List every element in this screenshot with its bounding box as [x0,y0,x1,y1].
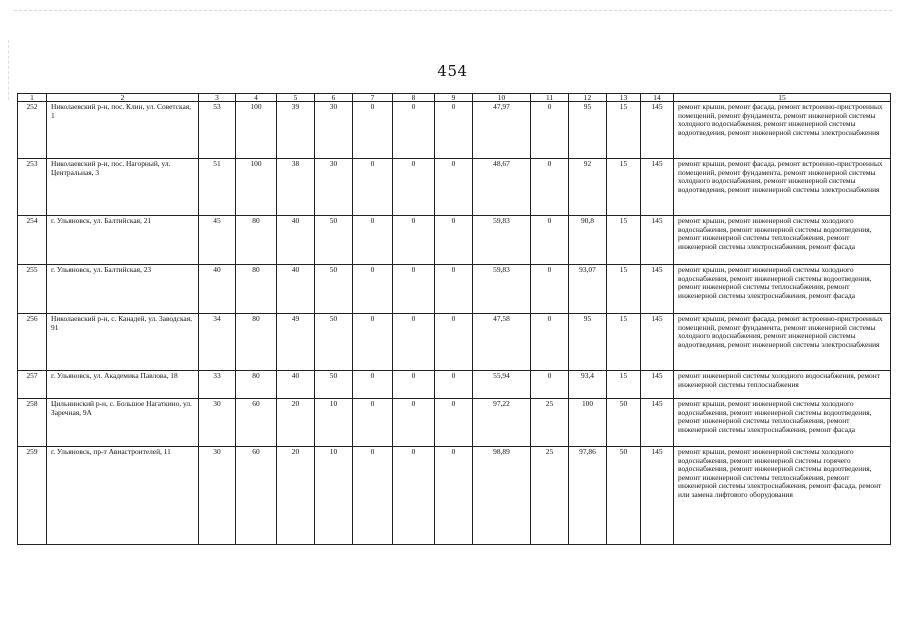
col-9-cell: 0 [435,399,473,447]
col-4-cell: 80 [236,371,277,399]
column-number-10: 10 [473,94,531,102]
scan-border-mark [14,10,892,11]
row-number: 258 [18,399,47,447]
col-6-cell: 50 [315,314,353,371]
col-10-cell: 98,89 [473,447,531,545]
col-3-cell: 53 [199,102,236,159]
col-9-cell: 0 [435,447,473,545]
col-3-cell: 30 [199,447,236,545]
table-row [18,159,891,216]
column-number-11: 11 [531,94,569,102]
col-5-cell: 40 [277,265,315,314]
col-6-cell: 10 [315,447,353,545]
col-4-cell: 60 [236,447,277,545]
col-11-cell: 0 [531,265,569,314]
col-10-cell: 48,67 [473,159,531,216]
row-number: 259 [18,447,47,545]
col-7-cell: 0 [353,447,393,545]
col-7-cell: 0 [353,265,393,314]
col-12-cell: 90,8 [569,216,607,265]
col-10-cell: 59,83 [473,265,531,314]
col-10-cell: 55,94 [473,371,531,399]
col-7-cell: 0 [353,371,393,399]
col-8-cell: 0 [393,216,435,265]
column-number-6: 6 [315,94,353,102]
col-4-cell: 100 [236,159,277,216]
table-row [18,314,891,371]
works-cell: ремонт крыши, ремонт фасада, ремонт встроенно-пристроенных помещений, ремонт фундамента, ремонт инженерной системы холодного водоснабжения, ремонт инженерной системы водоотведения, ремонт инженерной системы электроснабжения [674,159,891,216]
address-cell: Николаевский р-н, с. Канадей, ул. Заводская, 91 [47,314,199,371]
col-10-cell: 97,22 [473,399,531,447]
col-9-cell: 0 [435,216,473,265]
col-10-cell: 47,58 [473,314,531,371]
column-number-7: 7 [353,94,393,102]
column-number-12: 12 [569,94,607,102]
column-number-1: 1 [18,94,47,102]
col-4-cell: 80 [236,314,277,371]
address-cell: г. Ульяновск, ул. Академика Павлова, 18 [47,371,199,399]
page-number: 454 [437,62,468,80]
col-10-cell: 47,97 [473,102,531,159]
col-12-cell: 95 [569,314,607,371]
works-cell: ремонт крыши, ремонт инженерной системы холодного водоснабжения, ремонт инженерной системы водоотведения, ремонт инженерной системы теплоснабжения, ремонт инженерной системы электроснабжения, ремонт фасада [674,216,891,265]
works-cell: ремонт крыши, ремонт инженерной системы холодного водоснабжения, ремонт инженерной системы водоотведения, ремонт инженерной системы теплоснабжения, ремонт инженерной системы электроснабжения, ремонт фасада [674,265,891,314]
table-row [18,399,891,447]
col-12-cell: 100 [569,399,607,447]
col-7-cell: 0 [353,314,393,371]
row-number: 254 [18,216,47,265]
col-6-cell: 10 [315,399,353,447]
col-8-cell: 0 [393,159,435,216]
col-8-cell: 0 [393,399,435,447]
col-12-cell: 97,86 [569,447,607,545]
col-5-cell: 20 [277,399,315,447]
col-11-cell: 0 [531,216,569,265]
col-3-cell: 40 [199,265,236,314]
works-cell: ремонт крыши, ремонт инженерной системы холодного водоснабжения, ремонт инженерной системы водоотведения, ремонт инженерной системы теплоснабжения, ремонт инженерной системы электроснабжения, ремонт фасада [674,399,891,447]
col-6-cell: 50 [315,216,353,265]
col-14-cell: 145 [641,399,674,447]
col-12-cell: 93,07 [569,265,607,314]
col-6-cell: 50 [315,371,353,399]
col-8-cell: 0 [393,371,435,399]
col-9-cell: 0 [435,371,473,399]
table-row [18,216,891,265]
table-row [18,265,891,314]
col-13-cell: 15 [607,371,641,399]
column-number-row [18,94,891,102]
col-11-cell: 0 [531,314,569,371]
col-6-cell: 50 [315,265,353,314]
col-3-cell: 51 [199,159,236,216]
column-number-5: 5 [277,94,315,102]
row-number: 255 [18,265,47,314]
col-4-cell: 80 [236,265,277,314]
col-3-cell: 33 [199,371,236,399]
col-4-cell: 100 [236,102,277,159]
col-5-cell: 40 [277,371,315,399]
row-number: 257 [18,371,47,399]
col-14-cell: 145 [641,216,674,265]
col-14-cell: 145 [641,159,674,216]
table-row [18,102,891,159]
col-13-cell: 15 [607,265,641,314]
col-10-cell: 59,83 [473,216,531,265]
row-number: 252 [18,102,47,159]
col-5-cell: 49 [277,314,315,371]
address-cell: Николаевский р-н, пос. Клин, ул. Советская, 1 [47,102,199,159]
col-11-cell: 25 [531,447,569,545]
col-8-cell: 0 [393,447,435,545]
col-8-cell: 0 [393,102,435,159]
row-number: 256 [18,314,47,371]
col-6-cell: 30 [315,102,353,159]
col-14-cell: 145 [641,102,674,159]
col-13-cell: 15 [607,314,641,371]
works-cell: ремонт крыши, ремонт фасада, ремонт встроенно-пристроенных помещений, ремонт фундамента, ремонт инженерной системы холодного водоснабжения, ремонт инженерной системы водоотведения, ремонт инженерной системы электроснабжения [674,314,891,371]
col-12-cell: 93,4 [569,371,607,399]
column-number-14: 14 [641,94,674,102]
row-number: 253 [18,159,47,216]
housing-repair-table [17,93,891,545]
col-7-cell: 0 [353,399,393,447]
col-13-cell: 50 [607,447,641,545]
col-9-cell: 0 [435,102,473,159]
column-number-2: 2 [47,94,199,102]
column-number-9: 9 [435,94,473,102]
col-7-cell: 0 [353,216,393,265]
col-4-cell: 80 [236,216,277,265]
col-5-cell: 40 [277,216,315,265]
column-number-13: 13 [607,94,641,102]
works-cell: ремонт крыши, ремонт инженерной системы холодного водоснабжения, ремонт инженерной системы горячего водоснабжения, ремонт инженерной системы водоотведения, ремонт инженерной системы теплоснабжения, ремонт инженерной системы электроснабжения, ремонт фасада, ремонт или замена лифтового оборудования [674,447,891,545]
col-14-cell: 145 [641,371,674,399]
col-8-cell: 0 [393,265,435,314]
column-number-3: 3 [199,94,236,102]
col-7-cell: 0 [353,159,393,216]
col-14-cell: 145 [641,447,674,545]
works-cell: ремонт крыши, ремонт фасада, ремонт встроенно-пристроенных помещений, ремонт фундамента, ремонт инженерной системы холодного водоснабжения, ремонт инженерной системы водоотведения, ремонт инженерной системы электроснабжения [674,102,891,159]
col-13-cell: 15 [607,102,641,159]
address-cell: г. Ульяновск, ул. Балтийская, 23 [47,265,199,314]
address-cell: г. Ульяновск, ул. Балтийская, 21 [47,216,199,265]
col-14-cell: 145 [641,265,674,314]
col-9-cell: 0 [435,265,473,314]
col-11-cell: 0 [531,102,569,159]
col-13-cell: 15 [607,216,641,265]
col-9-cell: 0 [435,159,473,216]
col-9-cell: 0 [435,314,473,371]
col-5-cell: 39 [277,102,315,159]
col-3-cell: 34 [199,314,236,371]
col-4-cell: 60 [236,399,277,447]
column-number-8: 8 [393,94,435,102]
col-12-cell: 92 [569,159,607,216]
address-cell: Николаевский р-н, пос. Нагорный, ул. Центральная, 3 [47,159,199,216]
col-3-cell: 30 [199,399,236,447]
col-3-cell: 45 [199,216,236,265]
col-12-cell: 95 [569,102,607,159]
works-cell: ремонт инженерной системы холодного водоснабжения, ремонт инженерной системы теплоснабжения [674,371,891,399]
col-11-cell: 0 [531,371,569,399]
column-number-15: 15 [674,94,891,102]
col-7-cell: 0 [353,102,393,159]
col-6-cell: 30 [315,159,353,216]
table-row [18,447,891,545]
col-5-cell: 20 [277,447,315,545]
address-cell: г. Ульяновск, пр-т Авиастроителей, 11 [47,447,199,545]
col-11-cell: 0 [531,159,569,216]
table-row [18,371,891,399]
col-14-cell: 145 [641,314,674,371]
col-8-cell: 0 [393,314,435,371]
col-13-cell: 15 [607,159,641,216]
col-11-cell: 25 [531,399,569,447]
address-cell: Цильнинский р-н, с. Большое Нагаткино, ул. Заречная, 9А [47,399,199,447]
col-13-cell: 50 [607,399,641,447]
column-number-4: 4 [236,94,277,102]
col-5-cell: 38 [277,159,315,216]
